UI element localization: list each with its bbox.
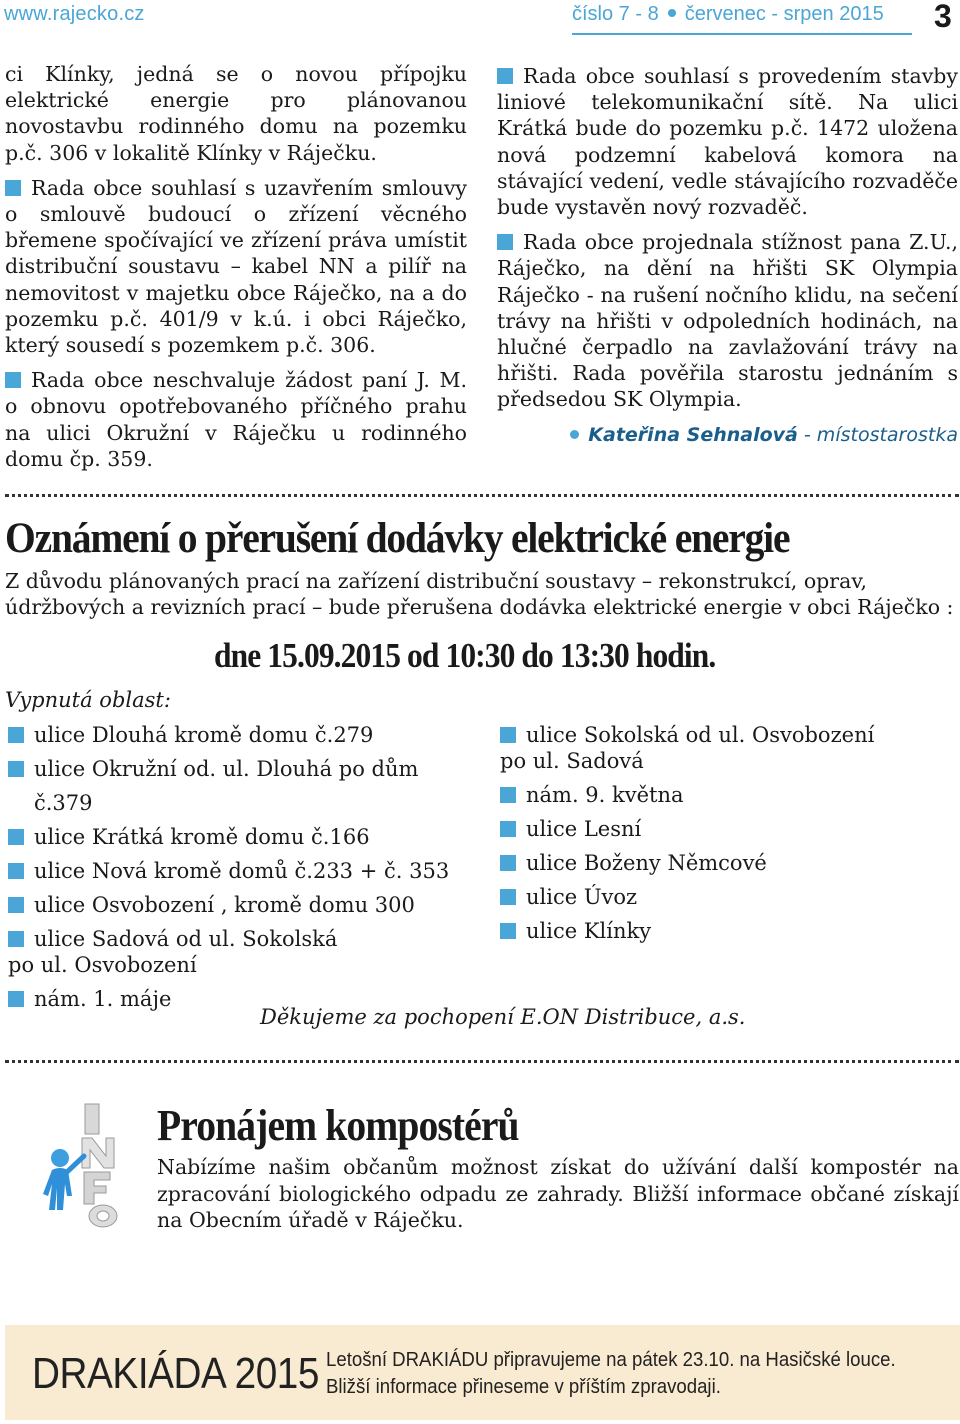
council-item <box>5 367 467 472</box>
list-item <box>500 718 940 774</box>
list-item <box>500 914 940 948</box>
council-item <box>497 63 958 220</box>
issue-date: červenec - srpen 2015 <box>684 3 884 25</box>
list-item <box>8 718 478 752</box>
header-divider <box>572 33 912 35</box>
outage-date: dne 15.09.2015 od 10:30 do 13:30 hodin. <box>214 636 716 675</box>
list-item <box>8 888 478 922</box>
street-text: ulice Nová kromě domů č.233 + č. 353 <box>34 859 450 883</box>
square-bullet-icon <box>497 68 513 84</box>
page-number: 3 <box>934 0 952 34</box>
issue-number: číslo 7 - 8 <box>572 3 659 25</box>
outage-heading: Oznámení o přerušení dodávky elektrické energie <box>5 515 790 562</box>
area-label: Vypnutá oblast: <box>5 688 171 712</box>
square-bullet-icon <box>8 897 24 913</box>
square-bullet-icon <box>500 787 516 803</box>
street-text: ulice Úvoz <box>526 885 638 909</box>
square-bullet-icon <box>500 855 516 871</box>
square-bullet-icon <box>8 829 24 845</box>
right-column <box>497 63 958 448</box>
street-list-right <box>500 718 940 948</box>
compost-heading: Pronájem kompostérů <box>157 1101 519 1150</box>
separator-dot-icon <box>668 9 676 17</box>
section-divider <box>5 1060 959 1063</box>
site-url-link[interactable]: www.rajecko.cz <box>4 3 145 25</box>
drakiada-title: DRAKIÁDA 2015 <box>32 1349 319 1398</box>
list-item <box>500 846 940 880</box>
author-signature <box>497 422 958 448</box>
square-bullet-icon <box>5 372 21 388</box>
street-text: ulice Lesní <box>526 817 642 841</box>
street-text: ulice Okružní od. ul. Dlouhá po dům č.379 <box>34 757 419 815</box>
continuation-paragraph: ci Klínky, jedná se o novou přípojku elektrické energie pro plánovanou novostavbu rodinného domu na pozemku p.č. 306 v lokalitě Klínky v Ráječku. <box>5 62 467 165</box>
square-bullet-icon <box>500 727 516 743</box>
street-text: ulice Osvobození , kromě domu 300 <box>34 893 415 917</box>
council-item <box>5 175 467 358</box>
street-text: ulice Boženy Němcové <box>526 851 767 875</box>
thanks-note: Děkujeme za pochopení E.ON Distribuce, a.s. <box>260 1005 746 1029</box>
council-item-text: Rada obce projednala stížnost pana Z.U., Ráječko, na dění na hřišti SK Olympia Ráječko - na rušení nočního klidu, na sečení trávy na hřišti v odpoledních hodinách, na hlučné čerpadlo na zavlažování trávy na hřišti. Rada pověřila starostu jednáním s předsedou SK Olympia. <box>497 230 958 412</box>
street-text-cont: po ul. Sadová <box>500 749 644 773</box>
street-text: ulice Krátká kromě domu č.166 <box>34 825 370 849</box>
drakiada-text <box>326 1347 896 1401</box>
square-bullet-icon <box>8 863 24 879</box>
square-bullet-icon <box>8 931 24 947</box>
council-item-text: Rada obce souhlasí s uzavřením smlouvy o smlouvě budoucí o zřízení věcného břemene spočívající ve zřízení práva umístit distribuční soustavu – kabel NN a pilíř na nemovitost v majetku obce Ráječko, na a do pozemku p.č. 401/9 v k.ú. i obci Ráječko, který sousedí s pozemkem p.č. 306. <box>5 175 467 358</box>
drakiada-line: Bližší informace přineseme v příštím zpravodaji. <box>326 1376 721 1398</box>
street-text: nám. 1. máje <box>34 987 172 1011</box>
council-item <box>497 229 958 412</box>
list-item <box>8 752 478 820</box>
square-bullet-icon <box>500 889 516 905</box>
council-item-text: Rada obce neschvaluje žádost paní J. M. o obnovu opotřebovaného příčného prahu na ulici Okružní v Ráječku u rodinného domu čp. 359. <box>5 368 467 471</box>
round-bullet-icon <box>570 430 579 439</box>
drakiada-line: Letošní DRAKIÁDU připravujeme na pátek 23.10. na Hasičské louce. <box>326 1349 896 1371</box>
council-item-text: Rada obce souhlasí s provedením stavby liniové telekomunikační sítě. Na ulici Krátká bude do pozemku p.č. 1472 uložena nová podzemní kabelová komora na stávající vedení, vedle stávajícího rozvaděče bude vystavěn nový rozvaděč. <box>497 64 958 220</box>
left-column <box>5 61 467 472</box>
compost-paragraph: Nabízíme našim občanům možnost získat do užívání další kompostér na zpracování biologického odpadu ze zahrady. Bližší informace občané získají na Obecním úřadě v Ráječku. <box>157 1155 959 1232</box>
square-bullet-icon <box>8 727 24 743</box>
square-bullet-icon <box>500 923 516 939</box>
street-text: ulice Klínky <box>526 919 652 943</box>
square-bullet-icon <box>8 761 24 777</box>
list-item <box>500 880 940 914</box>
info-figure-icon <box>40 1100 140 1230</box>
list-item <box>8 820 478 854</box>
outage-intro: Z důvodu plánovaných prací na zařízení distribuční soustavy – rekonstrukcí, oprav, údržbových a revizních prací – bude přerušena dodávka elektrické energie v obci Ráječko : <box>5 569 954 620</box>
square-bullet-icon <box>8 991 24 1007</box>
street-text: ulice Sadová od ul. Sokolská <box>34 927 338 951</box>
drakiada-box <box>5 1325 960 1420</box>
list-item <box>8 922 478 978</box>
list-item <box>8 854 478 888</box>
author-role: - místostarostka <box>797 423 958 446</box>
street-list-left <box>8 718 478 1016</box>
street-text: ulice Sokolská od ul. Osvobození <box>526 723 875 747</box>
square-bullet-icon <box>497 234 513 250</box>
street-text: nám. 9. května <box>526 783 684 807</box>
list-item <box>500 778 940 812</box>
street-text: ulice Dlouhá kromě domu č.279 <box>34 723 374 747</box>
author-name: Kateřina Sehnalová <box>588 423 798 446</box>
issue-info <box>572 3 884 26</box>
street-text-cont: po ul. Osvobození <box>8 953 197 977</box>
square-bullet-icon <box>5 180 21 196</box>
page-header <box>0 0 960 40</box>
square-bullet-icon <box>500 821 516 837</box>
section-divider <box>5 494 959 497</box>
list-item <box>500 812 940 846</box>
